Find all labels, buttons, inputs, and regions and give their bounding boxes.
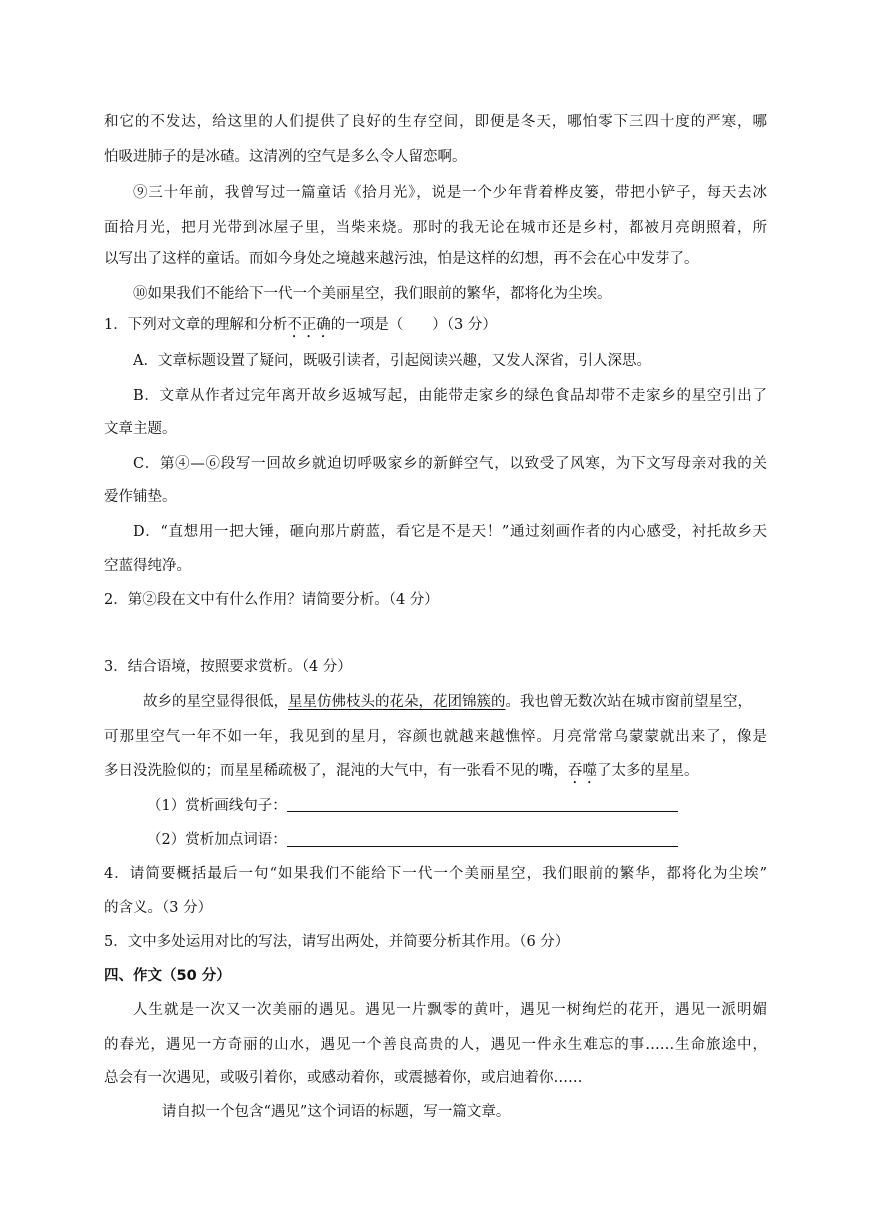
sub-question-2-label: （2）赏析加点词语： xyxy=(147,832,287,848)
passage-p8-line2: 怕吸进肺子的是冰碴。这清冽的空气是多么令人留恋啊。 xyxy=(104,149,467,165)
composition-p1-line3: 总会有一次遇见，或吸引着你，或感动着你，或震撼着你，或启迪着你…… xyxy=(104,1070,583,1086)
sub-question-1-answer-line[interactable] xyxy=(287,811,678,812)
question-4-line2: 的含义。（3 分） xyxy=(104,900,213,916)
question-1-stem-post: 的一项是（ ）（3 分） xyxy=(330,317,497,333)
composition-prompt: 请自拟一个包含“遇见”这个词语的标题，写一篇文章。 xyxy=(162,1104,511,1120)
option-d-line2: 空蓝得纯净。 xyxy=(104,558,191,574)
dotted-word: 吞噬 xyxy=(568,763,597,779)
quote-line3-pre: 多日没洗脸似的；而星星稀疏极了，混沌的大气中，有一张看不见的嘴， xyxy=(104,763,568,779)
option-b-line2: 文章主题。 xyxy=(104,421,177,437)
question-1-emphasis: 不正确 xyxy=(287,317,331,333)
option-d-line1: D．“直想用一把大锤，砸向那片蔚蓝，看它是不是天！”通过刻画作者的内心感受，衬托故乡天 xyxy=(133,524,767,540)
question-4-line1: 4．请简要概括最后一句“如果我们不能给下一代一个美丽星空，我们眼前的繁华，都将化为尘埃” xyxy=(104,866,767,882)
quote-line3-post: 了太多的星星。 xyxy=(597,763,699,779)
quote-line1-post: 。我也曾无数次站在城市窗前望星空， xyxy=(505,694,752,710)
question-1-stem xyxy=(104,315,497,341)
sub-question-1-label: （1）赏析画线句子： xyxy=(147,798,287,814)
underlined-sentence: 星星仿佛枝头的花朵，花团锦簇的 xyxy=(288,694,506,710)
sub-question-2-answer-line[interactable] xyxy=(287,846,678,847)
quote-line1 xyxy=(143,692,752,712)
quote-line2: 可那里空气一年不如一年，我见到的星月，容颜也就越来越憔悴。月亮常常乌蒙蒙就出来了，像是 xyxy=(104,729,767,745)
option-a: A．文章标题设置了疑问，既吸引读者，引起阅读兴趣，又发人深省，引人深思。 xyxy=(133,353,651,369)
composition-p1-line1: 人生就是一次又一次美丽的遇见。遇见一片飘零的黄叶，遇见一树绚烂的花开，遇见一派明媚 xyxy=(133,1002,767,1018)
passage-p9-line1: ⑨三十年前，我曾写过一篇童话《拾月光》，说是一个少年背着桦皮篓，带把小铲子，每天去冰 xyxy=(133,185,767,201)
option-c-line1: C．第④—⑥段写一回故乡就迫切呼吸家乡的新鲜空气，以致受了风寒，为下文写母亲对我的关 xyxy=(133,456,767,472)
passage-p8-line1: 和它的不发达，给这里的人们提供了良好的生存空间，即便是冬天，哪怕零下三四十度的严寒，哪 xyxy=(104,114,767,130)
question-5-stem: 5．文中多处运用对比的写法，请写出两处，并简要分析其作用。（6 分） xyxy=(104,934,570,950)
question-1-stem-pre: 1．下列对文章的理解和分析 xyxy=(104,317,288,333)
composition-p1-line2: 的春光，遇见一方奇丽的山水，遇见一个善良高贵的人，遇见一件永生难忘的事……生命旅途中， xyxy=(104,1037,767,1053)
passage-p9-line3: 以写出了这样的童话。而如今身处之境越来越污浊，怕是这样的幻想，再不会在心中发芽了。 xyxy=(104,251,699,267)
section-4-heading: 四、作文（50 分） xyxy=(104,968,231,984)
question-3-stem: 3．结合语境，按照要求赏析。（4 分） xyxy=(104,659,352,675)
passage-p9-line2: 面拾月光，把月光带到冰屋子里，当柴来烧。那时的我无论在城市还是乡村，都被月亮朗照着，所 xyxy=(104,220,767,236)
quote-line1-pre: 故乡的星空显得很低， xyxy=(143,694,288,710)
passage-p10: ⑩如果我们不能给下一代一个美丽星空，我们眼前的繁华，都将化为尘埃。 xyxy=(133,286,612,302)
option-b-line1: B．文章从作者过完年离开故乡返城写起，由能带走家乡的绿色食品却带不走家乡的星空引出了 xyxy=(133,388,767,404)
question-2-stem: 2．第②段在文中有什么作用？请简要分析。（4 分） xyxy=(104,592,439,608)
quote-line3 xyxy=(104,761,699,787)
option-c-line2: 爱作铺垫。 xyxy=(104,489,177,505)
